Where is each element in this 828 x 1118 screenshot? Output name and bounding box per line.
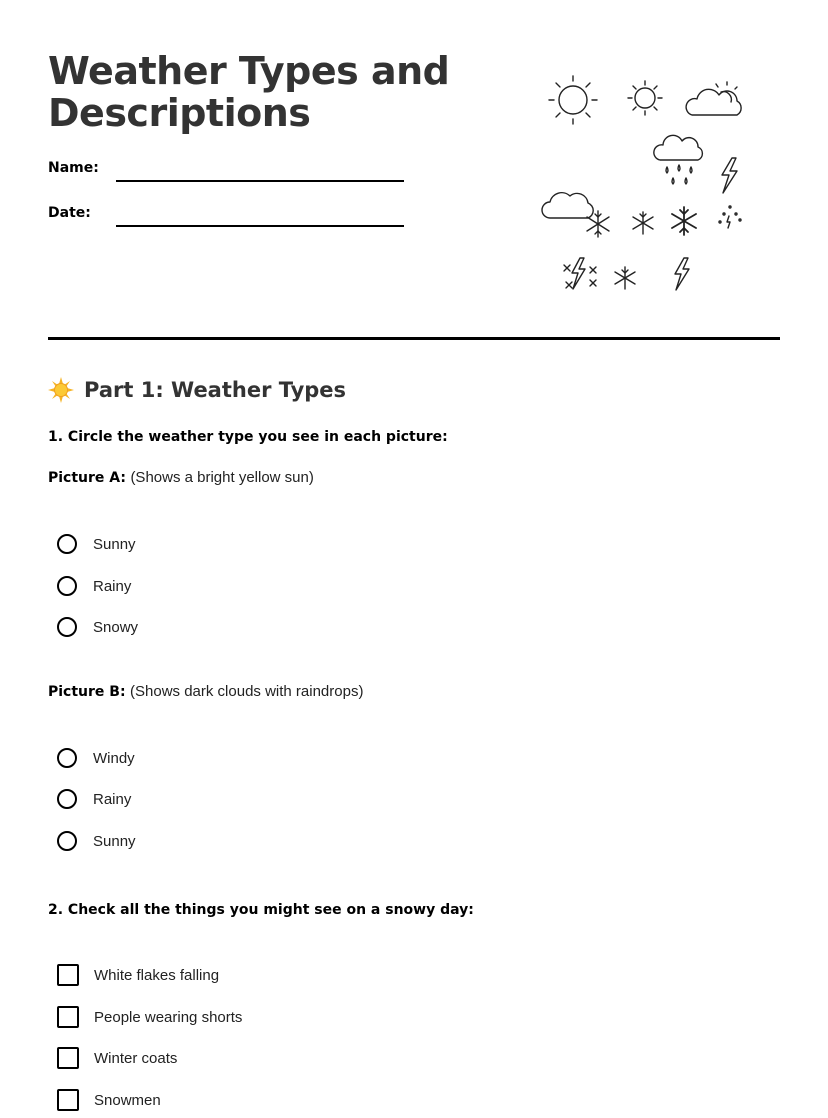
radio-option-rainy-b[interactable]	[57, 787, 131, 811]
checkbox-option-shorts[interactable]	[57, 1005, 242, 1029]
name-label: Name:	[48, 160, 99, 176]
checkbox-option-winter-coats[interactable]	[57, 1046, 177, 1070]
radio-option-rainy[interactable]	[57, 574, 131, 598]
radio-option-snowy[interactable]	[57, 615, 138, 639]
option-label: Rainy	[93, 577, 132, 595]
name-field-line[interactable]	[116, 180, 404, 182]
picture-b-title: Picture B:	[48, 684, 126, 700]
option-label: Sunny	[93, 832, 136, 850]
radio-button[interactable]	[57, 534, 77, 554]
option-label: Windy	[93, 749, 135, 767]
radio-button[interactable]	[57, 789, 77, 809]
worksheet-title	[48, 50, 449, 134]
picture-b-description: (Shows dark clouds with raindrops)	[130, 683, 364, 700]
radio-option-sunny[interactable]	[57, 532, 136, 556]
sun-icon	[549, 76, 597, 124]
date-label: Date:	[48, 205, 91, 221]
section-divider	[48, 337, 780, 340]
option-label: People wearing shorts	[94, 1008, 243, 1026]
question-1-prompt: 1. Circle the weather type you see in each picture:	[48, 429, 448, 445]
option-label: Sunny	[93, 535, 136, 553]
checkbox[interactable]	[57, 964, 79, 986]
rain-cloud-icon	[654, 135, 703, 184]
radio-button[interactable]	[57, 617, 77, 637]
checkbox-option-white-flakes[interactable]	[57, 963, 219, 987]
picture-a-label	[48, 469, 314, 486]
part1-heading	[48, 374, 346, 406]
picture-b-label	[48, 683, 363, 700]
date-field-line[interactable]	[116, 225, 404, 227]
option-label: Snowmen	[94, 1091, 161, 1109]
picture-a-description: (Shows a bright yellow sun)	[130, 469, 314, 486]
option-label: Rainy	[93, 790, 132, 808]
radio-option-windy[interactable]	[57, 746, 135, 770]
checkbox[interactable]	[57, 1089, 79, 1111]
question-2-prompt: 2. Check all the things you might see on a snowy day:	[48, 902, 474, 918]
storm-snow-icon	[564, 258, 596, 289]
sun-emoji-icon	[48, 377, 74, 403]
sun-small-icon	[628, 81, 662, 115]
checkbox[interactable]	[57, 1006, 79, 1028]
part1-title: Part 1: Weather Types	[84, 378, 347, 402]
weather-icons-illustration	[540, 70, 750, 295]
sleet-icon	[719, 206, 741, 228]
radio-button[interactable]	[57, 576, 77, 596]
option-label: Snowy	[93, 618, 139, 636]
lightning-icon	[675, 258, 689, 290]
picture-a-title: Picture A:	[48, 470, 126, 486]
title-line-1: Weather Types and	[48, 49, 450, 93]
radio-button[interactable]	[57, 748, 77, 768]
lightning-icon	[722, 158, 737, 193]
title-line-2: Descriptions	[48, 91, 311, 135]
cloud-sun-icon	[686, 82, 741, 115]
checkbox[interactable]	[57, 1047, 79, 1069]
radio-button[interactable]	[57, 831, 77, 851]
option-label: Winter coats	[94, 1049, 178, 1067]
option-label: White flakes falling	[94, 966, 220, 984]
checkbox-option-snowmen[interactable]	[57, 1088, 161, 1112]
radio-option-sunny-b[interactable]	[57, 829, 136, 853]
cloud-icon	[542, 193, 593, 218]
